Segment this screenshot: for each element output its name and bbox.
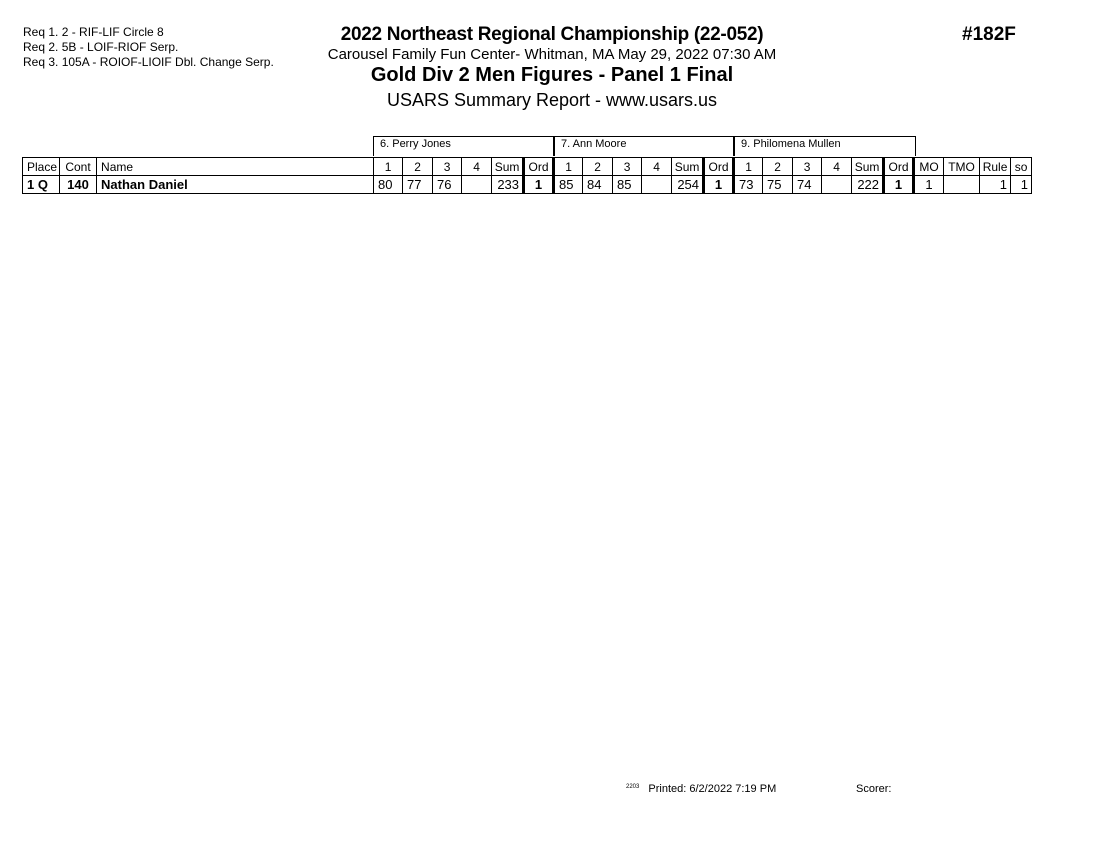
- row-j2-fig2: 84: [583, 176, 613, 194]
- competition-title: 2022 Northeast Regional Championship (22-052): [340, 24, 764, 45]
- judge-3-header: 9. Philomena Mullen: [734, 136, 916, 156]
- row-rule: 1: [980, 176, 1011, 194]
- table-row: [23, 176, 1032, 194]
- col-name: Name: [97, 158, 374, 176]
- row-cont: 140: [60, 176, 97, 194]
- col-j1-fig3: 3: [433, 158, 462, 176]
- requirement-1: Req 1. 2 - RIF-LIF Circle 8: [23, 25, 164, 39]
- col-j1-ord: Ord: [524, 158, 554, 176]
- col-tmo: TMO: [944, 158, 980, 176]
- col-j2-fig1: 1: [554, 158, 583, 176]
- row-j1-fig3: 76: [433, 176, 462, 194]
- col-j3-fig1: 1: [734, 158, 763, 176]
- requirement-3: Req 3. 105A - ROIOF-LIOIF Dbl. Change Serp.: [23, 55, 274, 69]
- col-j2-fig4: 4: [642, 158, 672, 176]
- requirements-list: [23, 25, 274, 70]
- col-j1-fig2: 2: [403, 158, 433, 176]
- scorer-label: Scorer:: [856, 783, 892, 795]
- row-j2-fig4: [642, 176, 672, 194]
- row-tmo: [944, 176, 980, 194]
- col-mo: MO: [914, 158, 944, 176]
- row-j1-sum: 233: [492, 176, 524, 194]
- col-j3-sum: Sum: [852, 158, 884, 176]
- row-j3-fig3: 74: [793, 176, 822, 194]
- print-code: 2203: [626, 784, 640, 790]
- event-number: #182F: [962, 24, 1016, 45]
- event-title: Gold Div 2 Men Figures - Panel 1 Final: [370, 64, 734, 86]
- col-j3-fig2: 2: [763, 158, 793, 176]
- header-row: [23, 158, 1032, 176]
- row-j1-ord: 1: [524, 176, 554, 194]
- requirement-2: Req 2. 5B - LOIF-RIOF Serp.: [23, 40, 179, 54]
- col-j3-ord: Ord: [884, 158, 914, 176]
- printed-stamp: [626, 783, 776, 795]
- col-j2-fig3: 3: [613, 158, 642, 176]
- row-j1-fig2: 77: [403, 176, 433, 194]
- report-title: USARS Summary Report - www.usars.us: [386, 90, 718, 110]
- row-place: 1 Q: [23, 176, 60, 194]
- row-j3-fig2: 75: [763, 176, 793, 194]
- row-so: 1: [1011, 176, 1032, 194]
- col-rule: Rule: [980, 158, 1011, 176]
- row-name: Nathan Daniel: [97, 176, 374, 194]
- row-j3-sum: 222: [852, 176, 884, 194]
- judge-1-header: 6. Perry Jones: [373, 136, 554, 156]
- row-j3-fig4: [822, 176, 852, 194]
- col-cont: Cont: [60, 158, 97, 176]
- row-mo: 1: [914, 176, 944, 194]
- col-j1-fig4: 4: [462, 158, 492, 176]
- col-j2-sum: Sum: [672, 158, 704, 176]
- col-j3-fig4: 4: [822, 158, 852, 176]
- row-j1-fig4: [462, 176, 492, 194]
- row-j2-ord: 1: [704, 176, 734, 194]
- row-j1-fig1: 80: [374, 176, 403, 194]
- col-j1-fig1: 1: [374, 158, 403, 176]
- col-j2-fig2: 2: [583, 158, 613, 176]
- row-j2-sum: 254: [672, 176, 704, 194]
- row-j2-fig1: 85: [554, 176, 583, 194]
- judge-2-header: 7. Ann Moore: [554, 136, 734, 156]
- col-j3-fig3: 3: [793, 158, 822, 176]
- col-j2-ord: Ord: [704, 158, 734, 176]
- row-j2-fig3: 85: [613, 176, 642, 194]
- printed-date: Printed: 6/2/2022 7:19 PM: [648, 783, 777, 795]
- row-j3-ord: 1: [884, 176, 914, 194]
- col-place: Place: [23, 158, 60, 176]
- venue-date: Carousel Family Fun Center- Whitman, MA May 29, 2022 07:30 AM: [327, 46, 777, 63]
- results-table: [22, 157, 1032, 194]
- row-j3-fig1: 73: [734, 176, 763, 194]
- col-so: so: [1011, 158, 1032, 176]
- col-j1-sum: Sum: [492, 158, 524, 176]
